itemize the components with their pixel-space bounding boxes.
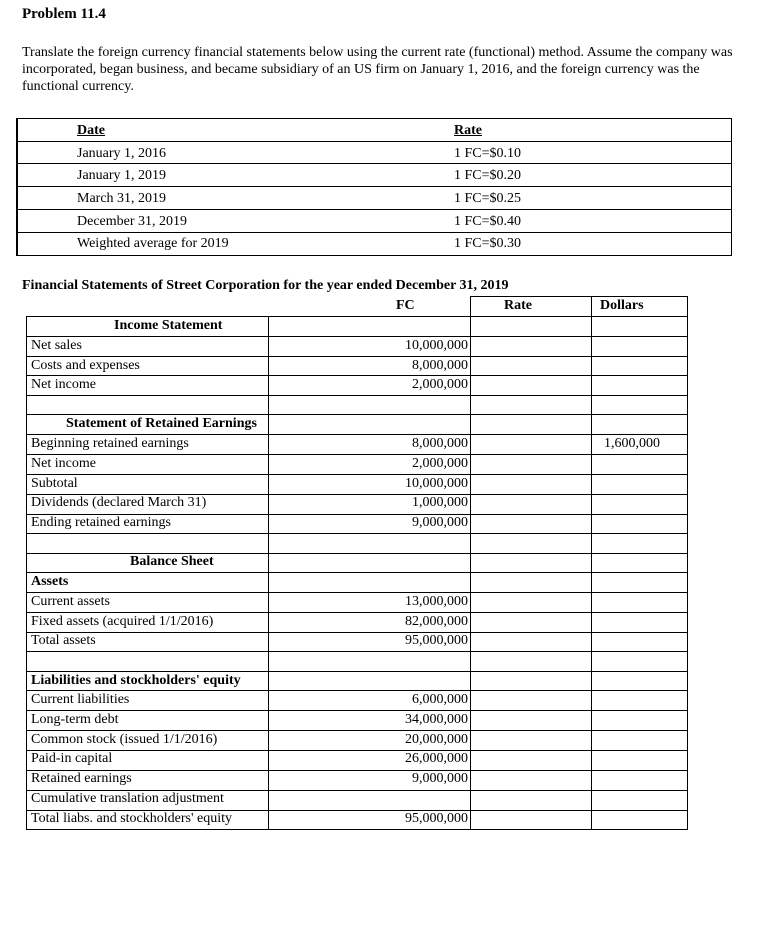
liability-row-label: Cumulative translation adjustment [31,791,224,806]
income-row-fc: 8,000,000 [412,358,468,373]
retained-earnings-heading: Statement of Retained Earnings [66,416,257,431]
income-row-label: Net income [31,377,96,392]
liability-row-fc: 95,000,000 [405,811,468,826]
income-row-label: Net sales [31,338,82,353]
retained-row-label: Subtotal [31,476,78,491]
rate-row-date: December 31, 2019 [77,214,188,229]
retained-row-label: Net income [31,456,96,471]
exchange-rate-table [16,118,732,256]
income-row-fc: 2,000,000 [412,377,468,392]
liability-row-label: Common stock (issued 1/1/2016) [31,732,218,747]
retained-row-label: Ending retained earnings [31,515,171,530]
rate-row-date: January 1, 2019 [77,168,167,183]
liability-row-fc: 26,000,000 [405,751,468,766]
retained-row-dollars: 1,600,000 [604,436,660,451]
retained-row-fc: 9,000,000 [412,515,468,530]
rate-row-rate: 1 FC=$0.20 [454,168,522,183]
rate-column-header: Rate [504,298,532,313]
rate-row-date: March 31, 2019 [77,191,167,206]
retained-row-label: Dividends (declared March 31) [31,495,207,510]
liability-row-label: Current liabilities [31,692,130,707]
retained-row-fc: 1,000,000 [412,495,468,510]
rate-row-rate: 1 FC=$0.40 [454,214,522,229]
liability-row-label: Paid-in capital [31,751,113,766]
rate-row-rate: 1 FC=$0.10 [454,146,522,161]
asset-row-label: Total assets [31,633,96,648]
asset-row-label: Current assets [31,594,110,609]
liability-row-label: Total liabs. and stockholders' equity [31,811,233,826]
asset-row-fc: 95,000,000 [405,633,468,648]
rate-row-rate: 1 FC=$0.30 [454,236,522,251]
rate-row-rate: 1 FC=$0.25 [454,191,522,206]
rate-row-date: January 1, 2016 [77,146,167,161]
problem-instructions: Translate the foreign currency financial statements below using the current rate (functional) method. Assume the company was incorporated, began business, and became subsidiary of an US firm on January 1, 2016, and the foreign currency was the functional currency. [22,45,733,94]
asset-row-label: Fixed assets (acquired 1/1/2016) [31,614,214,629]
retained-row-fc: 8,000,000 [412,436,468,451]
liability-row-fc: 20,000,000 [405,732,468,747]
rate-header: Rate [454,123,482,138]
liability-row-fc: 9,000,000 [412,771,468,786]
liabilities-equity-heading: Liabilities and stockholders' equity [31,673,241,688]
asset-row-fc: 13,000,000 [405,594,468,609]
balance-sheet-heading: Balance Sheet [130,554,214,569]
asset-row-fc: 82,000,000 [405,614,468,629]
liability-row-label: Retained earnings [31,771,132,786]
liability-row-fc: 6,000,000 [412,692,468,707]
problem-title: Problem 11.4 [22,6,106,22]
dollars-column-header: Dollars [600,298,644,313]
rate-row-date: Weighted average for 2019 [77,236,229,251]
liability-row-fc: 34,000,000 [405,712,468,727]
assets-heading: Assets [31,574,69,589]
income-row-fc: 10,000,000 [405,338,468,353]
date-header: Date [77,123,105,138]
retained-row-fc: 10,000,000 [405,476,468,491]
fc-column-header: FC [396,298,415,313]
retained-row-label: Beginning retained earnings [31,436,189,451]
statements-title: Financial Statements of Street Corporation for the year ended December 31, 2019 [22,278,509,293]
liability-row-label: Long-term debt [31,712,119,727]
retained-row-fc: 2,000,000 [412,456,468,471]
income-statement-heading: Income Statement [114,318,223,333]
income-row-label: Costs and expenses [31,358,140,373]
